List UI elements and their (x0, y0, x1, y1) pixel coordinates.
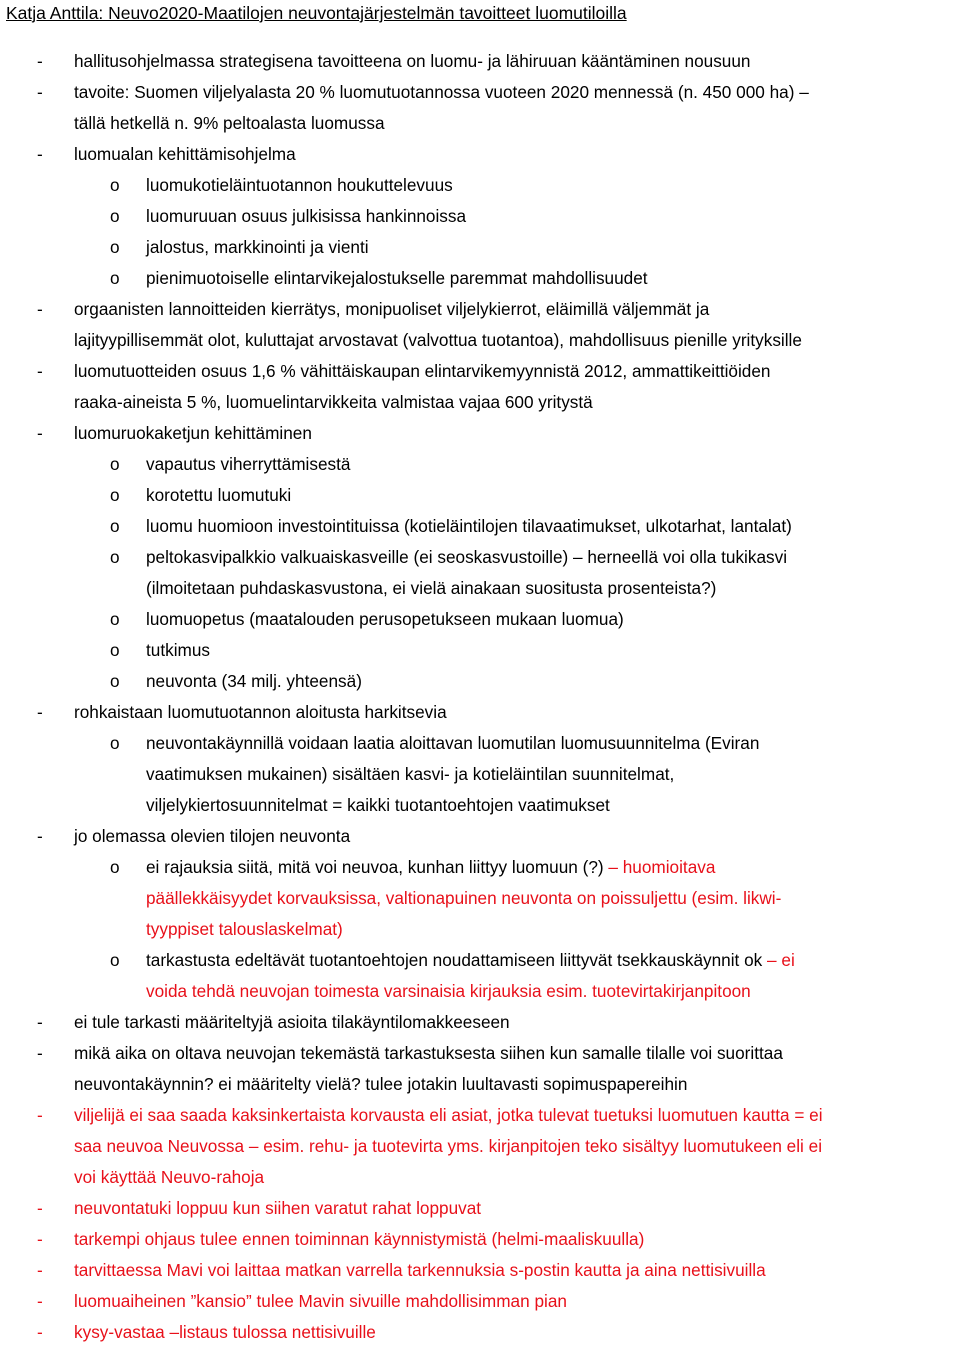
dash-bullet: - (37, 144, 43, 164)
dash-bullet: - (37, 1198, 43, 1218)
circle-bullet: o (110, 547, 120, 567)
dash-bullet: - (37, 1105, 43, 1125)
circle-bullet: o (110, 950, 120, 970)
document-line (0, 635, 960, 666)
line-text (74, 1162, 264, 1193)
document-line (0, 201, 960, 232)
text-segment: tarkempi ohjaus tulee ennen toiminnan käynnistymistä (helmi-maaliskuulla) (74, 1229, 645, 1249)
text-segment: neuvontatuki loppuu kun siihen varatut rahat loppuvat (74, 1198, 482, 1218)
dash-bullet: - (37, 423, 43, 443)
text-segment: mikä aika on oltava neuvojan tekemästä tarkastuksesta siihen kun samalle tilalle voi suorittaa (74, 1043, 783, 1063)
text-segment: voida tehdä neuvojan toimesta varsinaisia kirjauksia esim. tuotevirtakirjanpitoon (146, 981, 751, 1001)
line-text (74, 418, 312, 449)
line-text (146, 604, 624, 635)
text-segment: tarkastusta edeltävät tuotantoehtojen noudattamiseen liittyvät tsekkauskäynnit ok (146, 950, 768, 970)
text-segment: ei tule tarkasti määriteltyjä asioita tilakäyntilomakkeeseen (74, 1012, 510, 1032)
line-text (74, 108, 385, 139)
text-segment: raaka-aineista 5 %, luomuelintarvikkeita valmistaa vajaa 600 yritystä (74, 392, 593, 412)
circle-bullet: o (110, 609, 120, 629)
text-segment: saa neuvoa Neuvossa – esim. rehu- ja tuotevirta yms. kirjanpitojen teko sisältyy luomutukeen eli ei (74, 1136, 823, 1156)
text-segment: viljelijä ei saa saada kaksinkertaista korvausta eli asiat, jotka tulevat tuetuksi luomutuen kautta = ei (74, 1105, 823, 1125)
text-segment: pienimuotoiselle elintarvikejalostukselle paremmat mahdollisuudet (146, 268, 648, 288)
circle-bullet: o (110, 857, 120, 877)
document-body (0, 46, 960, 1348)
text-segment: päällekkäisyydet korvauksissa, valtionapuinen neuvonta on poissuljettu (esim. likwi- (146, 888, 782, 908)
text-segment: tavoite: Suomen viljelyalasta 20 % luomutuotannossa vuoteen 2020 mennessä (n. 450 000 ha) – (74, 82, 809, 102)
text-segment: luomuruuan osuus julkisissa hankinnoissa (146, 206, 467, 226)
text-segment: luomualan kehittämisohjelma (74, 144, 296, 164)
document-line (0, 232, 960, 263)
text-segment: luomuaiheinen ”kansio” tulee Mavin sivuille mahdollisimman pian (74, 1291, 567, 1311)
document-line (0, 263, 960, 294)
document-line (0, 697, 960, 728)
document-line (0, 790, 960, 821)
circle-bullet: o (110, 454, 120, 474)
line-text (74, 1038, 783, 1069)
document-line (0, 666, 960, 697)
document-line (0, 914, 960, 945)
document-line (0, 77, 960, 108)
line-text (146, 666, 362, 697)
line-text (74, 1224, 644, 1255)
text-segment: neuvonta (34 milj. yhteensä) (146, 671, 362, 691)
circle-bullet: o (110, 175, 120, 195)
document-line (0, 1286, 960, 1317)
line-text (74, 1255, 766, 1286)
line-text (74, 325, 802, 356)
text-segment: vapautus viherryttämisestä (146, 454, 351, 474)
dash-bullet: - (37, 826, 43, 846)
text-segment: – ei (767, 950, 795, 970)
document-line (0, 604, 960, 635)
text-segment: tutkimus (146, 640, 210, 660)
circle-bullet: o (110, 671, 120, 691)
document-line (0, 139, 960, 170)
dash-bullet: - (37, 299, 43, 319)
line-text (146, 170, 453, 201)
text-segment: peltokasvipalkkio valkuaiskasveille (ei seoskasvustoille) – herneellä voi olla tukikasvi (146, 547, 788, 567)
text-segment: ei rajauksia siitä, mitä voi neuvoa, kunhan liittyy luomuun (?) (146, 857, 609, 877)
document-line (0, 945, 960, 976)
dash-bullet: - (37, 1291, 43, 1311)
line-text (74, 139, 296, 170)
dash-bullet: - (37, 1043, 43, 1063)
line-text (74, 697, 447, 728)
line-text (74, 821, 350, 852)
text-segment: tarvittaessa Mavi voi laittaa matkan varrella tarkennuksia s-postin kautta ja aina nettisivuilla (74, 1260, 766, 1280)
line-text (146, 542, 787, 573)
document-line (0, 46, 960, 77)
document-line (0, 1100, 960, 1131)
line-text (146, 945, 795, 976)
dash-bullet: - (37, 1012, 43, 1032)
line-text (146, 914, 343, 945)
document-line (0, 1193, 960, 1224)
line-text (74, 1286, 567, 1317)
document-line (0, 418, 960, 449)
line-text (146, 449, 350, 480)
line-text (146, 511, 792, 542)
text-segment: luomu huomioon investointituissa (kotieläintilojen tilavaatimukset, ulkotarhat, lantalat) (146, 516, 792, 536)
line-text (146, 976, 751, 1007)
line-text (74, 294, 709, 325)
line-text (74, 1193, 481, 1224)
text-segment: – huomioitava (608, 857, 716, 877)
dash-bullet: - (37, 82, 43, 102)
text-segment: hallitusohjelmassa strategisena tavoitteena on luomu- ja lähiruuan kääntäminen nousuun (74, 51, 751, 71)
dash-bullet: - (37, 1260, 43, 1280)
circle-bullet: o (110, 485, 120, 505)
line-text (146, 635, 210, 666)
text-segment: luomuruokaketjun kehittäminen (74, 423, 312, 443)
line-text (74, 46, 750, 77)
text-segment: tyyppiset talouslaskelmat) (146, 919, 343, 939)
line-text (146, 759, 674, 790)
text-segment: orgaanisten lannoitteiden kierrätys, monipuoliset viljelykierrot, eläimillä väljemmät ja (74, 299, 710, 319)
text-segment: voi käyttää Neuvo-rahoja (74, 1167, 265, 1187)
document-line (0, 1317, 960, 1348)
document-line (0, 325, 960, 356)
text-segment: jo olemassa olevien tilojen neuvonta (74, 826, 351, 846)
text-segment: luomuopetus (maatalouden perusopetukseen mukaan luomua) (146, 609, 624, 629)
document-line (0, 976, 960, 1007)
line-text (146, 232, 369, 263)
line-text (74, 356, 771, 387)
document-line (0, 449, 960, 480)
line-text (146, 883, 781, 914)
document-line (0, 542, 960, 573)
line-text (146, 263, 648, 294)
text-segment: luomukotieläintuotannon houkuttelevuus (146, 175, 453, 195)
circle-bullet: o (110, 237, 120, 257)
text-segment: kysy-vastaa –listaus tulossa nettisivuille (74, 1322, 376, 1342)
text-segment: rohkaistaan luomutuotannon aloitusta harkitsevia (74, 702, 447, 722)
dash-bullet: - (37, 702, 43, 722)
line-text (74, 77, 809, 108)
document-line (0, 1069, 960, 1100)
circle-bullet: o (110, 516, 120, 536)
document-line (0, 883, 960, 914)
text-segment: neuvontakäynnillä voidaan laatia aloittavan luomutilan luomusuunnitelma (Eviran (146, 733, 760, 753)
text-segment: (ilmoitetaan puhdaskasvustona, ei vielä ainakaan suositusta prosenteista?) (146, 578, 717, 598)
circle-bullet: o (110, 206, 120, 226)
text-segment: tällä hetkellä n. 9% peltoalasta luomussa (74, 113, 385, 133)
document-line (0, 480, 960, 511)
line-text (146, 573, 716, 604)
text-segment: viljelykiertosuunnitelmat = kaikki tuotantoehtojen vaatimukset (146, 795, 610, 815)
text-segment: vaatimuksen mukainen) sisältäen kasvi- ja kotieläintilan suunnitelmat, (146, 764, 675, 784)
line-text (74, 1131, 822, 1162)
circle-bullet: o (110, 268, 120, 288)
document-title: Katja Anttila: Neuvo2020-Maatilojen neuvontajärjestelmän tavoitteet luomutiloilla (6, 3, 627, 23)
line-text (74, 1069, 687, 1100)
document-line (0, 728, 960, 759)
document-line (0, 1224, 960, 1255)
line-text (146, 728, 759, 759)
document-line (0, 170, 960, 201)
document-line (0, 759, 960, 790)
line-text (146, 480, 291, 511)
document-line (0, 573, 960, 604)
dash-bullet: - (37, 1229, 43, 1249)
text-segment: korotettu luomutuki (146, 485, 292, 505)
line-text (146, 790, 610, 821)
line-text (74, 387, 593, 418)
line-text (74, 1100, 823, 1131)
document-line (0, 821, 960, 852)
line-text (146, 201, 466, 232)
dash-bullet: - (37, 51, 43, 71)
text-segment: jalostus, markkinointi ja vienti (146, 237, 369, 257)
document-line (0, 1038, 960, 1069)
line-text (146, 852, 715, 883)
circle-bullet: o (110, 733, 120, 753)
circle-bullet: o (110, 640, 120, 660)
document-line (0, 1255, 960, 1286)
document-line (0, 511, 960, 542)
document-line (0, 1162, 960, 1193)
document-line (0, 294, 960, 325)
document-line (0, 1007, 960, 1038)
document-line (0, 356, 960, 387)
document-line (0, 387, 960, 418)
line-text (74, 1007, 510, 1038)
text-segment: luomutuotteiden osuus 1,6 % vähittäiskaupan elintarvikemyynnistä 2012, ammattikeittiöiden (74, 361, 771, 381)
line-text (74, 1317, 376, 1348)
text-segment: neuvontakäynnin? ei määritelty vielä? tulee jotakin luultavasti sopimuspapereihin (74, 1074, 688, 1094)
document-line (0, 1131, 960, 1162)
text-segment: lajityypillisemmät olot, kuluttajat arvostavat (valvottua tuotantoa), mahdollisuus pienille yrityksille (74, 330, 802, 350)
dash-bullet: - (37, 361, 43, 381)
document-line (0, 108, 960, 139)
document-line (0, 852, 960, 883)
dash-bullet: - (37, 1322, 43, 1342)
